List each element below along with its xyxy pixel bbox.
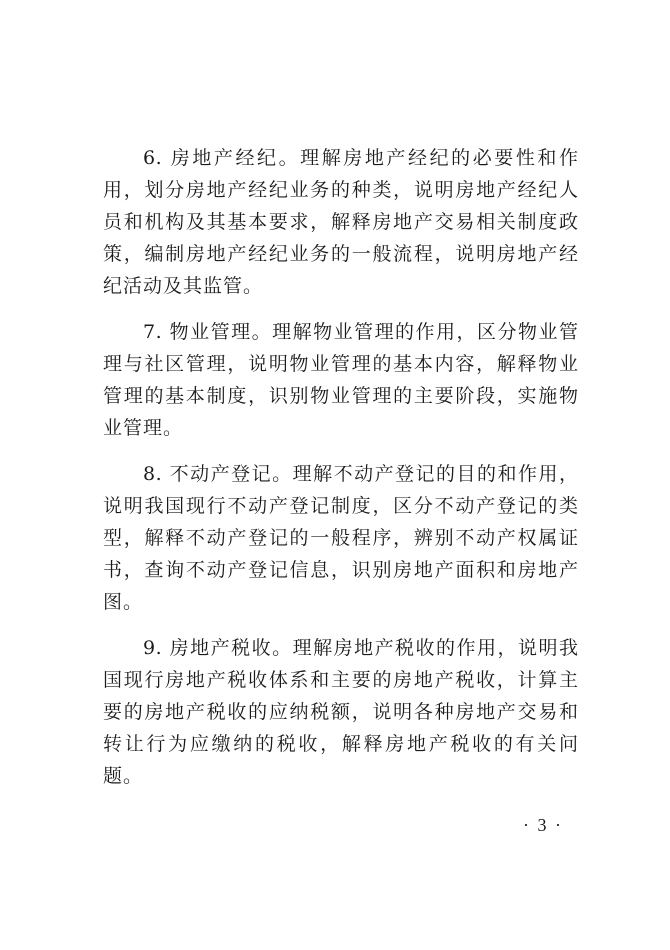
paragraph-text: 物业管理。理解物业管理的作用，区分物业管理与社区管理，说明物业管理的基本内容，解释物业管理的基本制度，识别物业管理的主要阶段，实施物业管理。 <box>103 321 579 439</box>
paragraph-number: 6. <box>143 147 163 169</box>
paragraph-7 <box>103 316 579 444</box>
paragraph-text: 房地产经纪。理解房地产经纪的必要性和作用，划分房地产经纪业务的种类，说明房地产经纪人员和机构及其基本要求，解释房地产交易相关制度政策，编制房地产经纪业务的一般流程，说明房地产经纪活动及其监管。 <box>103 147 579 297</box>
paragraph-number: 8. <box>143 463 163 485</box>
body-text <box>103 142 579 806</box>
paragraph-text: 房地产税收。理解房地产税收的作用，说明我国现行房地产税收体系和主要的房地产税收，计算主要的房地产税收的应纳税额，说明各种房地产交易和转让行为应缴纳的税收，解释房地产税收的有关问题。 <box>103 637 579 787</box>
paragraph-text: 不动产登记。理解不动产登记的目的和作用，说明我国现行不动产登记制度，区分不动产登记的类型，解释不动产登记的一般程序，辨别不动产权属证书，查询不动产登记信息，识别房地产面积和房地产图。 <box>103 463 579 613</box>
paragraph-6 <box>103 142 579 302</box>
paragraph-9 <box>103 632 579 792</box>
paragraph-number: 7. <box>143 321 163 343</box>
page-number: · 3 · <box>523 815 563 835</box>
paragraph-8 <box>103 458 579 618</box>
paragraph-number: 9. <box>143 637 163 659</box>
